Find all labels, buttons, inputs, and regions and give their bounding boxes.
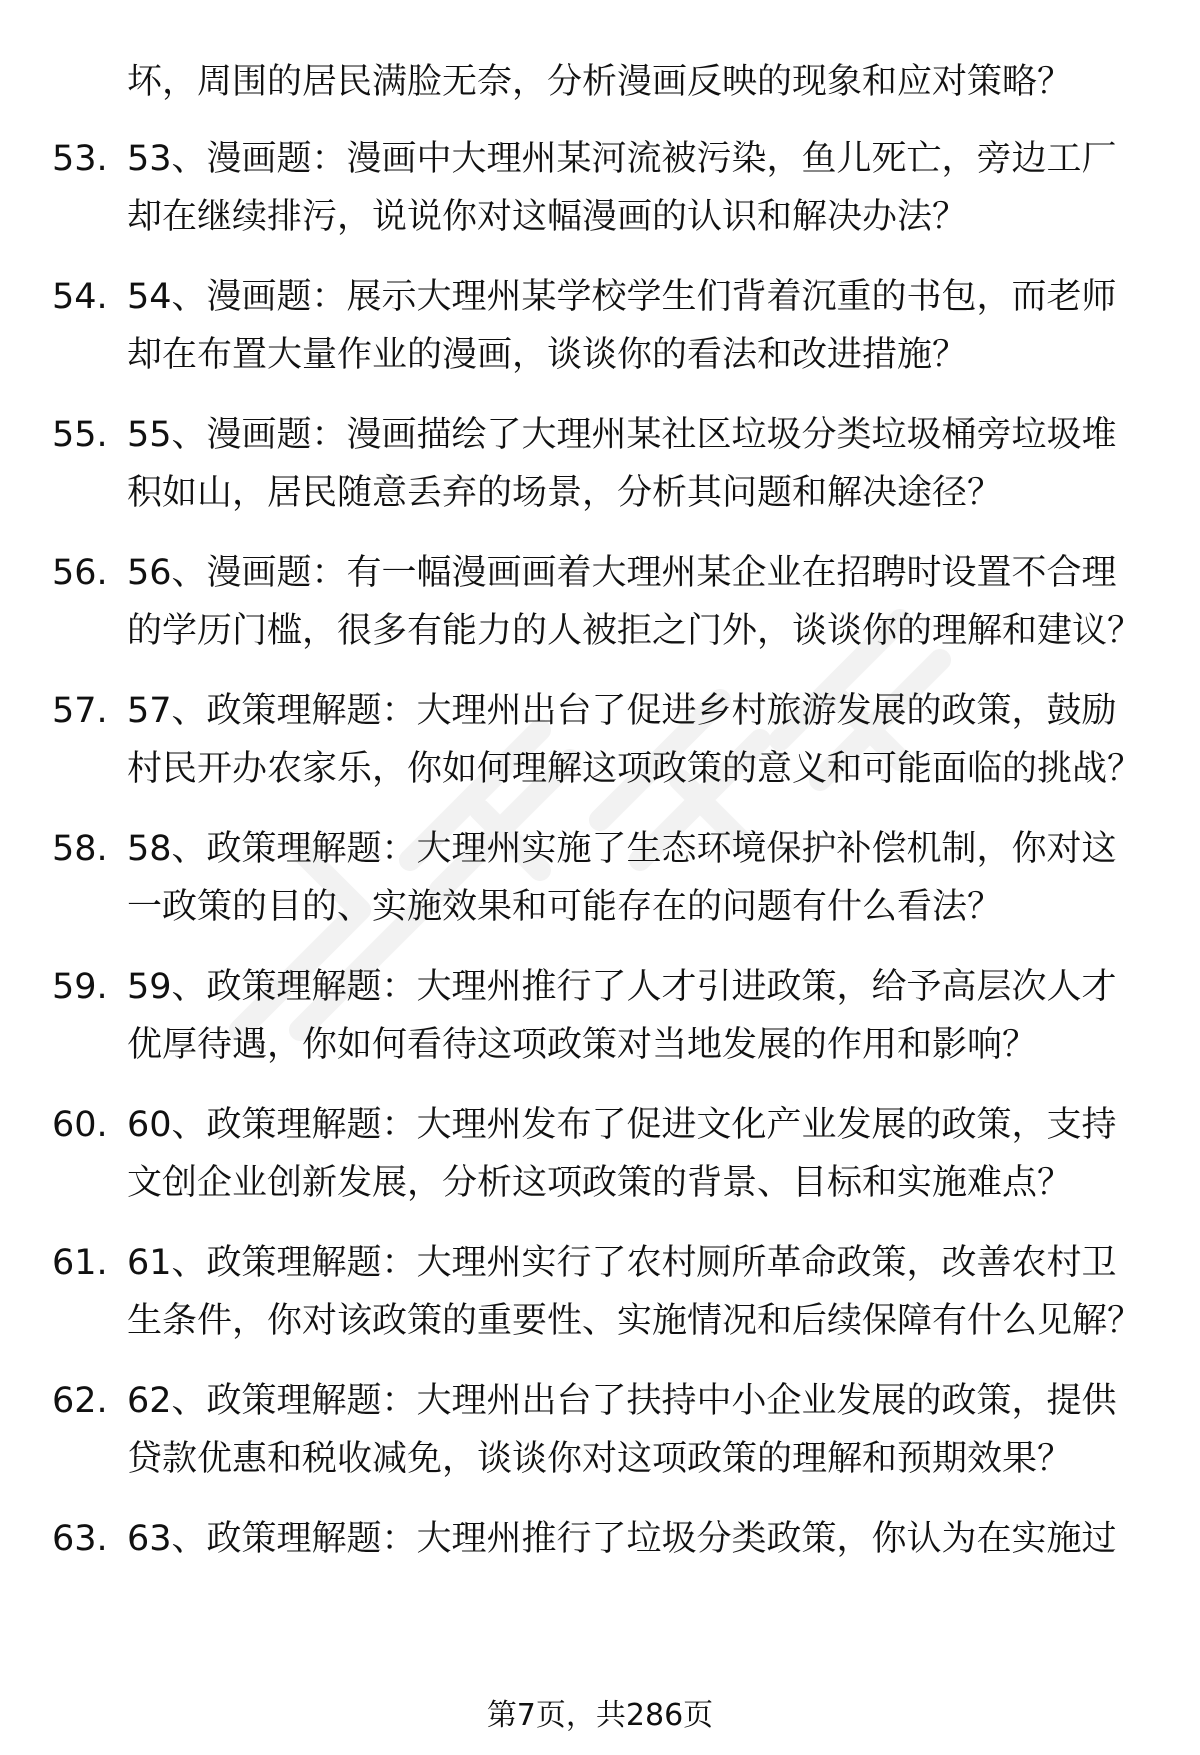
item-number: 58. [52, 829, 108, 869]
item-number: 62. [52, 1381, 108, 1421]
item-number: 57. [52, 691, 108, 731]
list-item [0, 1096, 1200, 1212]
item-number: 56. [52, 553, 108, 593]
item-number: 55. [52, 415, 108, 455]
item-text: 53、漫画题：漫画中大理州某河流被污染，鱼儿死亡，旁边工厂却在继续排污，说说你对这幅漫画的认识和解决办法？ [127, 139, 1117, 237]
item-number: 53. [52, 139, 108, 179]
item-text: 56、漫画题：有一幅漫画画着大理州某企业在招聘时设置不合理的学历门槛，很多有能力的人被拒之门外，谈谈你的理解和建议？ [127, 553, 1143, 651]
item-text: 63、政策理解题：大理州推行了垃圾分类政策，你认为在实施过 [127, 1519, 1117, 1559]
item-number: 60. [52, 1105, 108, 1145]
item-text: 58、政策理解题：大理州实施了生态环境保护补偿机制，你对这一政策的目的、实施效果和可能存在的问题有什么看法？ [127, 829, 1117, 927]
item-text: 61、政策理解题：大理州实行了农村厕所革命政策，改善农村卫生条件，你对该政策的重要性、实施情况和后续保障有什么见解？ [127, 1243, 1143, 1341]
item-text: 55、漫画题：漫画描绘了大理州某社区垃圾分类垃圾桶旁垃圾堆积如山，居民随意丢弃的场景，分析其问题和解决途径？ [127, 415, 1117, 513]
item-number: 63. [52, 1519, 108, 1559]
list-item [0, 682, 1200, 798]
item-text: 54、漫画题：展示大理州某学校学生们背着沉重的书包，而老师却在布置大量作业的漫画，谈谈你的看法和改进措施？ [127, 277, 1117, 375]
list-item [0, 130, 1200, 246]
item-text: 57、政策理解题：大理州出台了促进乡村旅游发展的政策，鼓励村民开办农家乐，你如何理解这项政策的意义和可能面临的挑战？ [127, 691, 1143, 789]
item-number: 59. [52, 967, 108, 1007]
item-text: 59、政策理解题：大理州推行了人才引进政策，给予高层次人才优厚待遇，你如何看待这项政策对当地发展的作用和影响？ [127, 967, 1117, 1065]
question-list [0, 52, 1200, 1590]
list-item [0, 544, 1200, 660]
item-number: 61. [52, 1243, 108, 1283]
list-item [0, 268, 1200, 384]
item-text: 62、政策理解题：大理州出台了扶持中小企业发展的政策，提供贷款优惠和税收减免，谈谈你对这项政策的理解和预期效果？ [127, 1381, 1117, 1479]
page-footer: 第7页，共286页 [486, 1698, 714, 1733]
list-item [0, 1510, 1200, 1568]
list-item [0, 406, 1200, 522]
item-number: 54. [52, 277, 108, 317]
list-item [0, 820, 1200, 936]
list-item [0, 958, 1200, 1074]
list-item [0, 1234, 1200, 1350]
item-text: 60、政策理解题：大理州发布了促进文化产业发展的政策，支持文创企业创新发展，分析这项政策的背景、目标和实施难点？ [127, 1105, 1117, 1203]
list-item [0, 1372, 1200, 1488]
continuation-text: 坏，周围的居民满脸无奈，分析漫画反映的现象和应对策略？ [127, 62, 1073, 102]
